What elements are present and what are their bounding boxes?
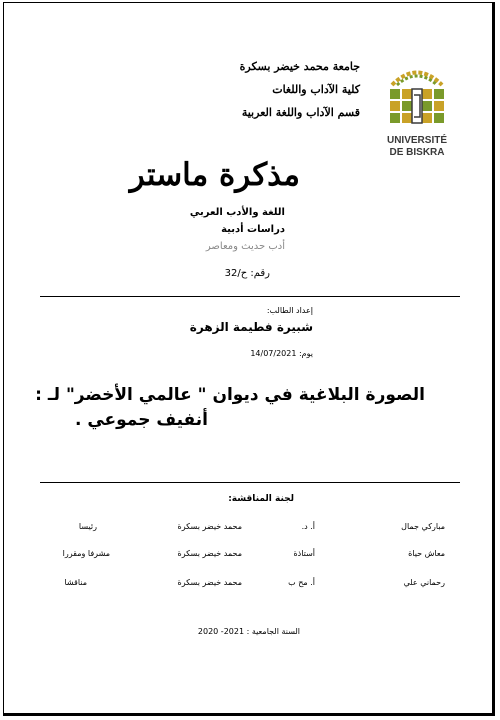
jury-member-rank: أ. د. — [301, 522, 315, 531]
academic-year: السنة الجامعية : 2021- 2020 — [197, 627, 300, 636]
university-name: جامعة محمد خيضر بسكرة — [239, 60, 360, 73]
jury-member-rank: أ. مح ب — [288, 578, 315, 587]
student-name: شبيرة فطيمة الزهرة — [189, 320, 313, 334]
jury-member-institution: محمد خيضر بسكرة — [177, 522, 242, 531]
prepared-by-label: إعداد الطالب: — [266, 306, 313, 315]
jury-member-name: معاش حياة — [408, 549, 445, 558]
jury-member-name: رحماني علي — [403, 578, 445, 587]
department-name: قسم الآداب واللغة العربية — [241, 106, 360, 119]
jury-member-rank: أستاذة — [293, 549, 315, 558]
jury-member-role: مناقشا — [64, 578, 87, 587]
jury-member-institution: محمد خيضر بسكرة — [177, 549, 242, 558]
logo-grid — [390, 89, 444, 123]
thesis-title-line2: أنفيف جموعي . — [74, 410, 208, 430]
domain-label: اللغة والأدب العربي — [189, 207, 285, 218]
thesis-title-line1: الصورة البلاغية في ديوان " عالمي الأخضر" لـ : — [35, 385, 425, 405]
jury-label: لجنة المناقشة: — [228, 494, 294, 504]
speciality-label: أدب حديث ومعاصر — [205, 241, 285, 252]
faculty-name: كلية الآداب واللغات — [272, 83, 360, 96]
defense-date: يوم: 14/07/2021 — [250, 349, 313, 358]
jury-member-role: رئيسا — [78, 522, 97, 531]
logo-text-line2: DE BISKRA — [389, 147, 445, 158]
university-logo — [382, 55, 452, 165]
divider-bottom — [40, 482, 460, 483]
logo-arch — [392, 73, 442, 86]
memo-title: مذكرة ماستر — [129, 157, 300, 193]
reference-number: رقم: ح/32 — [224, 268, 270, 279]
field-label: دراسات أدبية — [221, 224, 285, 235]
divider-top — [40, 296, 460, 297]
jury-member-role: مشرفا ومقررا — [62, 549, 110, 558]
jury-member-name: مباركي جمال — [401, 522, 445, 531]
logo-text-line1: UNIVERSITÉ — [386, 135, 448, 146]
jury-member-institution: محمد خيضر بسكرة — [177, 578, 242, 587]
